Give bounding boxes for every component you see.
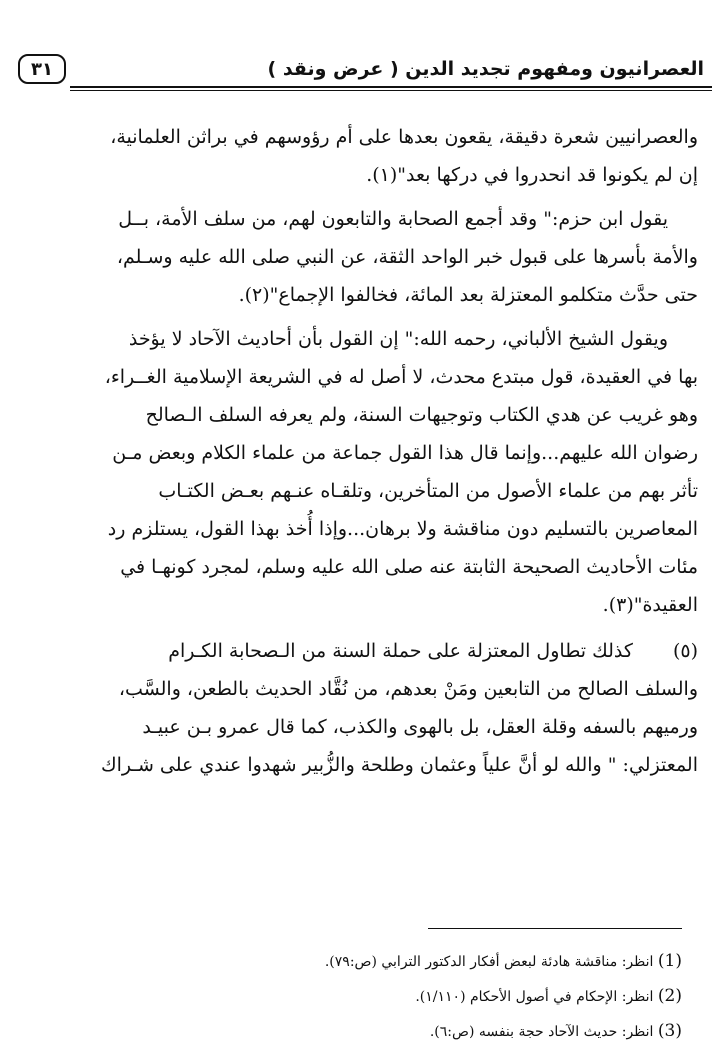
running-title: العصرانيون ومفهوم تجديد الدين ( عرض ونقد ) (267, 58, 704, 80)
footnote-number: (1) (657, 951, 682, 971)
body-text (30, 118, 698, 784)
footnote-text: انظر: حديث الآحاد حجة بنفسه (ص:٦). (429, 1024, 654, 1040)
paragraph-3 (30, 320, 698, 624)
text-line: حتى حدَّث متكلمو المعتزلة بعد المائة، فخالفوا الإجماع"(٢). (238, 284, 698, 306)
paragraph-4 (30, 632, 698, 784)
footnote-text: انظر: مناقشة هادئة لبعض أفكار الدكتور الترابي (ص:٧٩). (324, 954, 654, 970)
page-number-badge (18, 54, 66, 84)
page-number: ٣١ (31, 58, 53, 80)
numbered-line (30, 632, 698, 670)
text-line: والسلف الصالح من التابعين ومَنْ بعدهم، من نُقَّاد الحديث بالطعن، والسَّب، (118, 678, 698, 700)
footnote-text: انظر: الإحكام في أصول الأحكام (١/١١٠). (415, 989, 654, 1005)
footnote-separator (428, 928, 682, 929)
paragraph-2 (30, 200, 698, 314)
text-line: المعاصرين بالتسليم دون مناقشة ولا برهان...وإذا أُخذ بهذا القول، يستلزم رد (107, 518, 698, 540)
footnote-number: (2) (657, 986, 682, 1006)
text-line: بها في العقيدة، قول مبتدع محدث، لا أصل له في الشريعة الإسلامية الغــراء، (104, 366, 698, 388)
page-header (12, 44, 712, 88)
footnotes (30, 944, 682, 1049)
text-line: إن لم يكونوا قد انحدروا في دركها بعد"(١). (366, 164, 698, 186)
footnote-2 (30, 979, 682, 1014)
text-line: ورميهم بالسفه وقلة العقل، بل بالهوى والكذب، كما قال عمرو بـن عبيـد (142, 716, 698, 738)
text-line: العقيدة"(٣). (602, 594, 698, 616)
paragraph-1 (30, 118, 698, 194)
text-line: يقول ابن حزم:" وقد أجمع الصحابة والتابعون لهم، من سلف الأمة، بــل (118, 208, 668, 230)
text-line: ويقول الشيخ الألباني، رحمه الله:" إن القول بأن أحاديث الآحاد لا يؤخذ (128, 328, 668, 350)
text-line: مئات الأحاديث الصحيحة الثابتة عنه صلى الله عليه وسلم، لمجرد كونهـا في (120, 556, 698, 578)
text-line: وهو غريب عن هدي الكتاب وتوجيهات السنة، ولم يعرفه السلف الـصالح (145, 404, 698, 426)
text-line: كذلك تطاول المعتزلة على حملة السنة من الـصحابة الكـرام (168, 640, 633, 662)
item-number: (٥) (672, 640, 698, 662)
text-line: والعصرانيين شعرة دقيقة، يقعون بعدها على أم رؤوسهم في براثن العلمانية، (110, 126, 698, 148)
header-rule-thin (70, 90, 712, 91)
text-line: والأمة بأسرها على قبول خبر الواحد الثقة، عن النبي صلى الله عليه وسـلم، (116, 246, 698, 268)
text-line: المعتزلي: " والله لو أنَّ علياً وعثمان وطلحة والزُّبير شهدوا عندي على شـراك (100, 754, 698, 776)
footnote-number: (3) (657, 1021, 682, 1041)
footnote-1 (30, 944, 682, 979)
footnote-3 (30, 1014, 682, 1049)
text-line: تأثر بهم من علماء الأصول من المتأخرين، وتلقـاه عنـهم بعـض الكتـاب (158, 480, 698, 502)
header-rule (70, 86, 712, 88)
text-line: رضوان الله عليهم...وإنما قال هذا القول جماعة من علماء الكلام وبعض مـن (112, 442, 698, 464)
